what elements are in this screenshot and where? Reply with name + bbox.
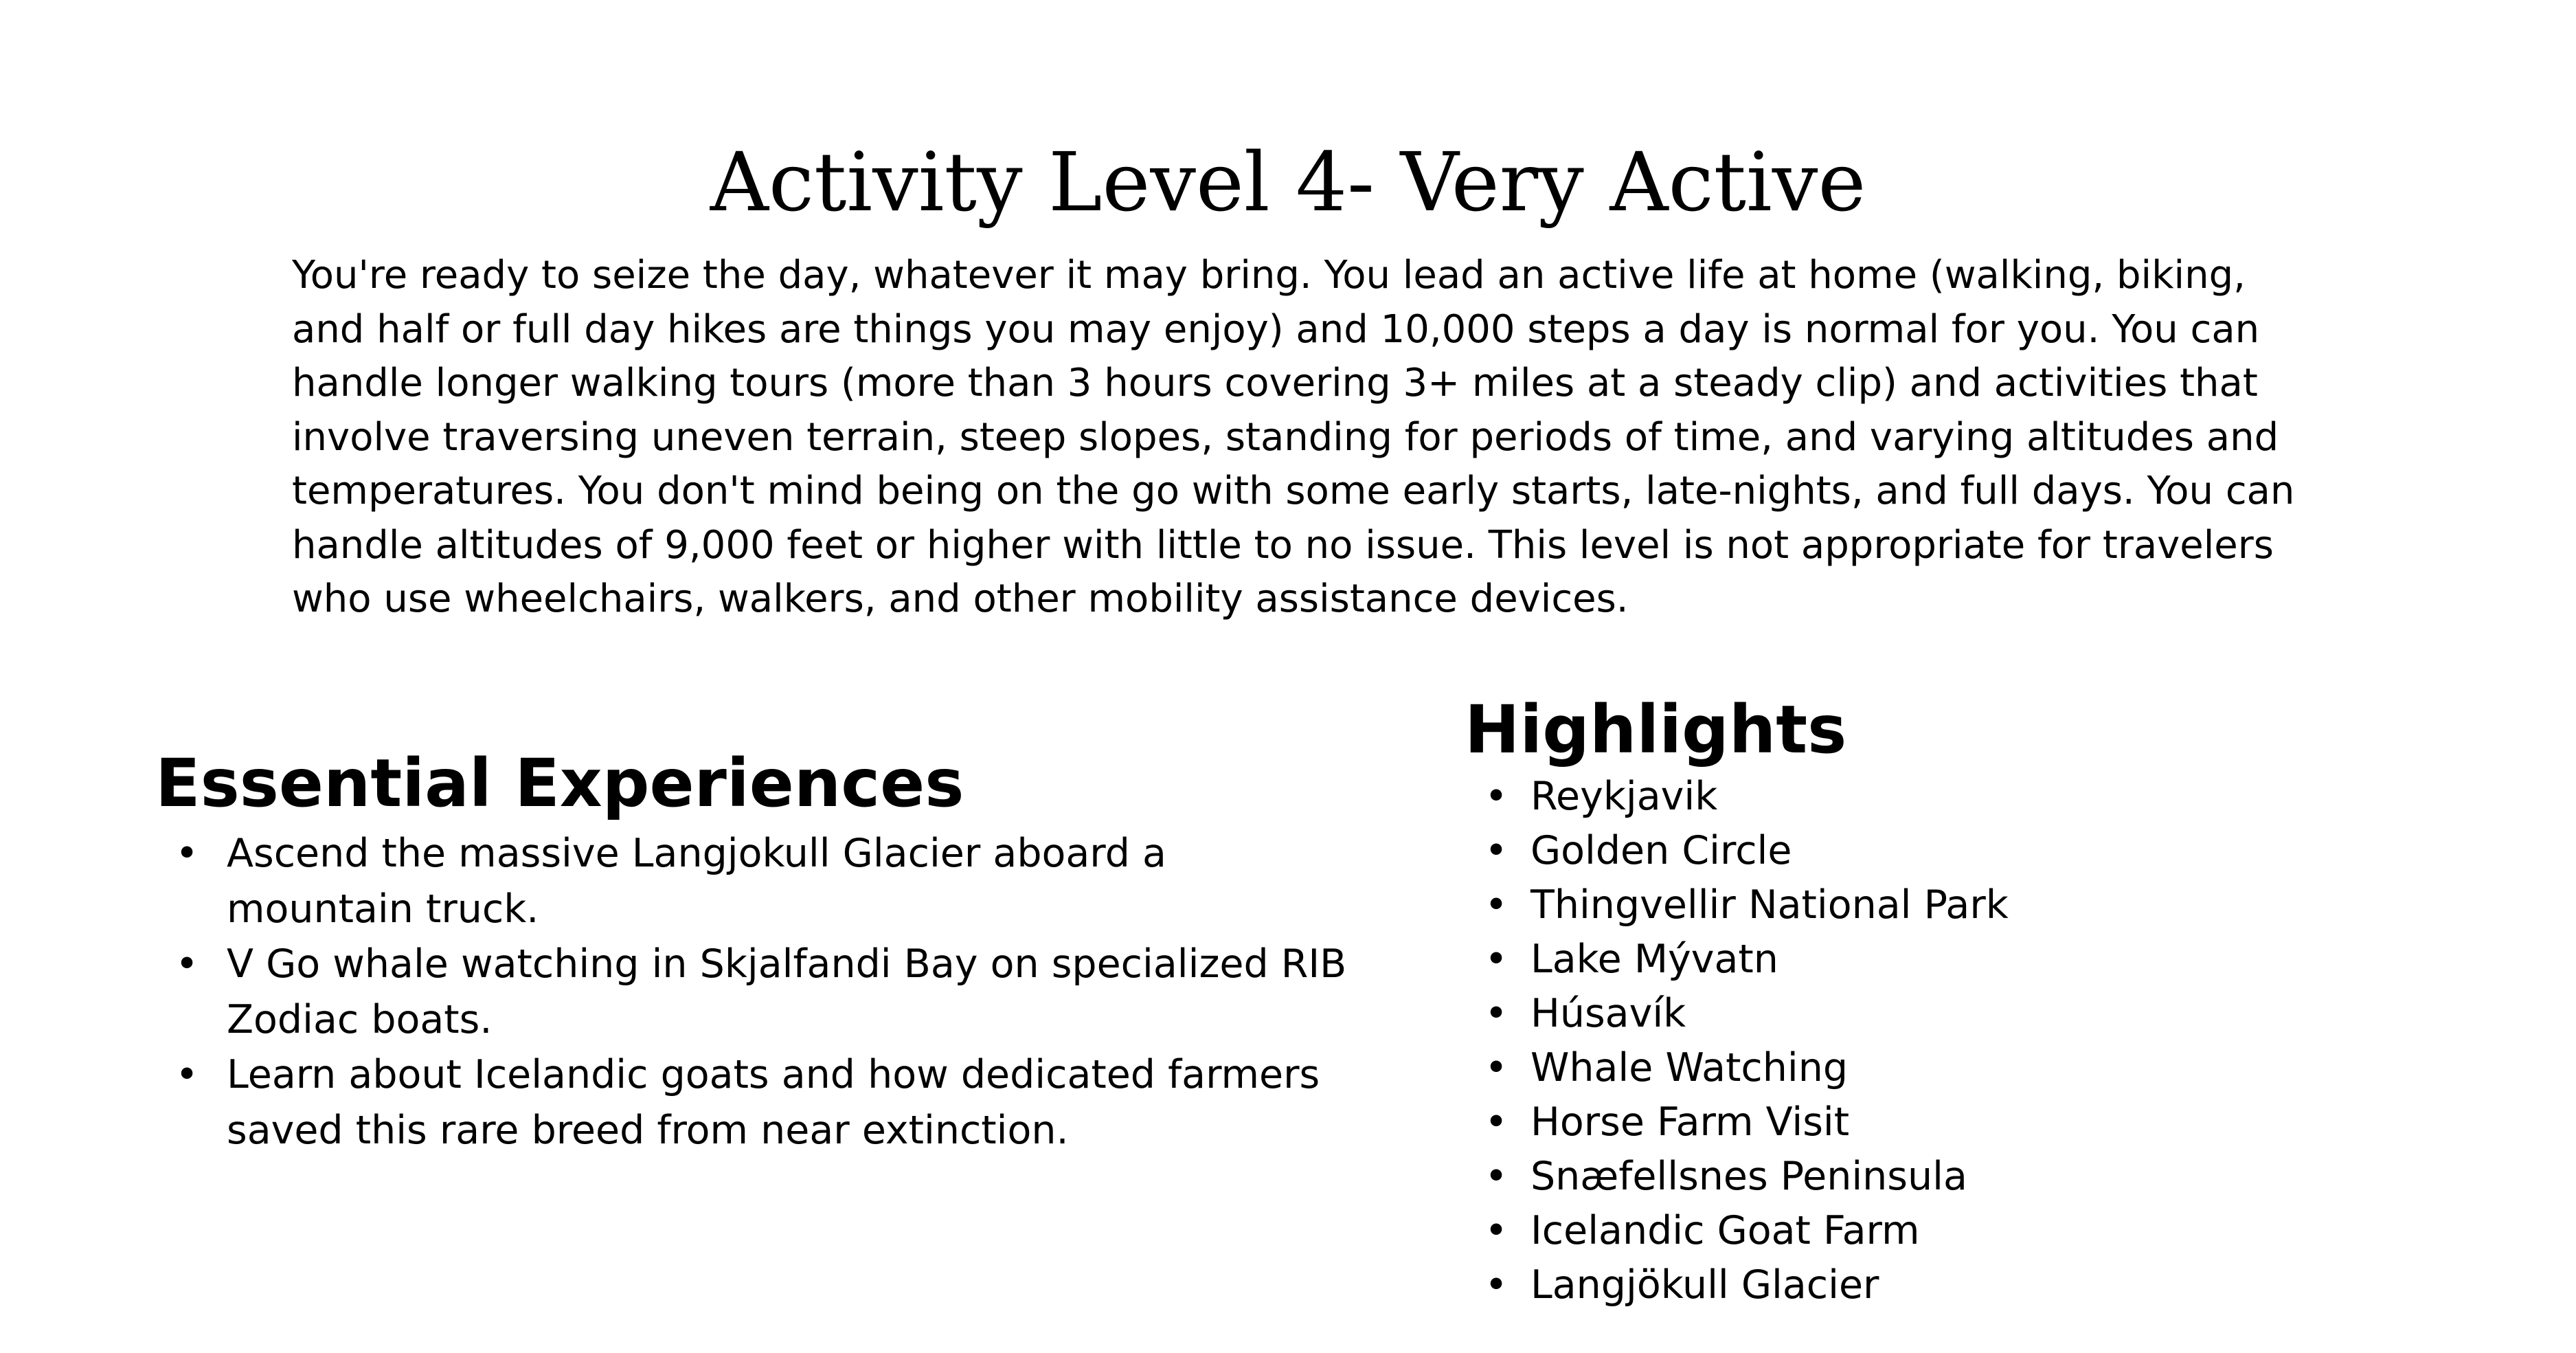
bullet-icon: • <box>1484 1154 1508 1199</box>
list-item <box>1465 987 2289 1041</box>
bullet-icon: • <box>1484 1045 1508 1091</box>
list-item-text: Lake Mývatn <box>1530 937 1778 982</box>
list-item <box>1465 1204 2289 1258</box>
page-title: Activity Level 4- Very Active <box>710 135 1866 230</box>
list-item <box>155 1047 1364 1158</box>
bullet-icon: • <box>1484 937 1508 982</box>
bullet-icon: • <box>1484 1099 1508 1145</box>
bullet-icon: • <box>1484 828 1508 873</box>
list-item-text: Reykjavik <box>1530 774 1718 819</box>
highlights-heading: Highlights <box>1465 691 1847 768</box>
bullet-icon: • <box>1484 882 1508 928</box>
list-item-text: Ascend the massive Langjokull Glacier aboard a mountain truck. <box>227 831 1166 932</box>
list-item-text: Golden Circle <box>1530 828 1792 873</box>
list-item-text: Whale Watching <box>1530 1045 1849 1091</box>
list-item-text: V Go whale watching in Skjalfandi Bay on specialized RIB Zodiac boats. <box>227 941 1347 1042</box>
essential-experiences-heading: Essential Experiences <box>155 745 964 822</box>
bullet-icon: • <box>1484 1262 1508 1308</box>
essential-experiences-section <box>155 742 1364 1158</box>
bullet-icon: • <box>1484 1208 1508 1253</box>
essential-experiences-list <box>155 826 1364 1158</box>
list-item <box>1465 932 2289 987</box>
bullet-icon: • <box>175 941 199 987</box>
highlights-section <box>1465 689 2289 1312</box>
list-item-text: Langjökull Glacier <box>1530 1262 1879 1308</box>
list-item-text: Thingvellir National Park <box>1530 882 2009 928</box>
list-item <box>1465 824 2289 878</box>
list-item <box>1465 770 2289 824</box>
bullet-icon: • <box>175 1052 199 1097</box>
list-item <box>1465 1095 2289 1150</box>
list-item-text: Icelandic Goat Farm <box>1530 1208 1920 1253</box>
highlights-list <box>1465 770 2289 1312</box>
bullet-icon: • <box>175 831 199 876</box>
list-item-text: Húsavík <box>1530 991 1686 1036</box>
bullet-icon: • <box>1484 774 1508 819</box>
list-item-text: Snæfellsnes Peninsula <box>1530 1154 1967 1199</box>
list-item <box>155 937 1364 1047</box>
list-item-text: Learn about Icelandic goats and how dedicated farmers saved this rare breed from near extinction. <box>227 1052 1320 1153</box>
bullet-icon: • <box>1484 991 1508 1036</box>
list-item <box>1465 1258 2289 1312</box>
list-item-text: Horse Farm Visit <box>1530 1099 1850 1145</box>
list-item <box>1465 1150 2289 1204</box>
list-item <box>1465 878 2289 932</box>
list-item <box>155 826 1364 937</box>
list-item <box>1465 1041 2289 1095</box>
intro-paragraph: You're ready to seize the day, whatever it may bring. You lead an active life at home (walking, biking, and half or full day hikes are things you may enjoy) and 10,000 steps a day is normal for you. You can handle longer walking tours (more than 3 hours covering 3+ miles at a steady clip) and activities that involve traversing uneven terrain, steep slopes, standing for periods of time, and varying altitudes and temperatures. You don't mind being on the go with some early starts, late-nights, and full days. You can handle altitudes of 9,000 feet or higher with little to no issue. This level is not appropriate for travelers who use wheelchairs, walkers, and other mobility assistance devices. <box>292 253 2295 621</box>
